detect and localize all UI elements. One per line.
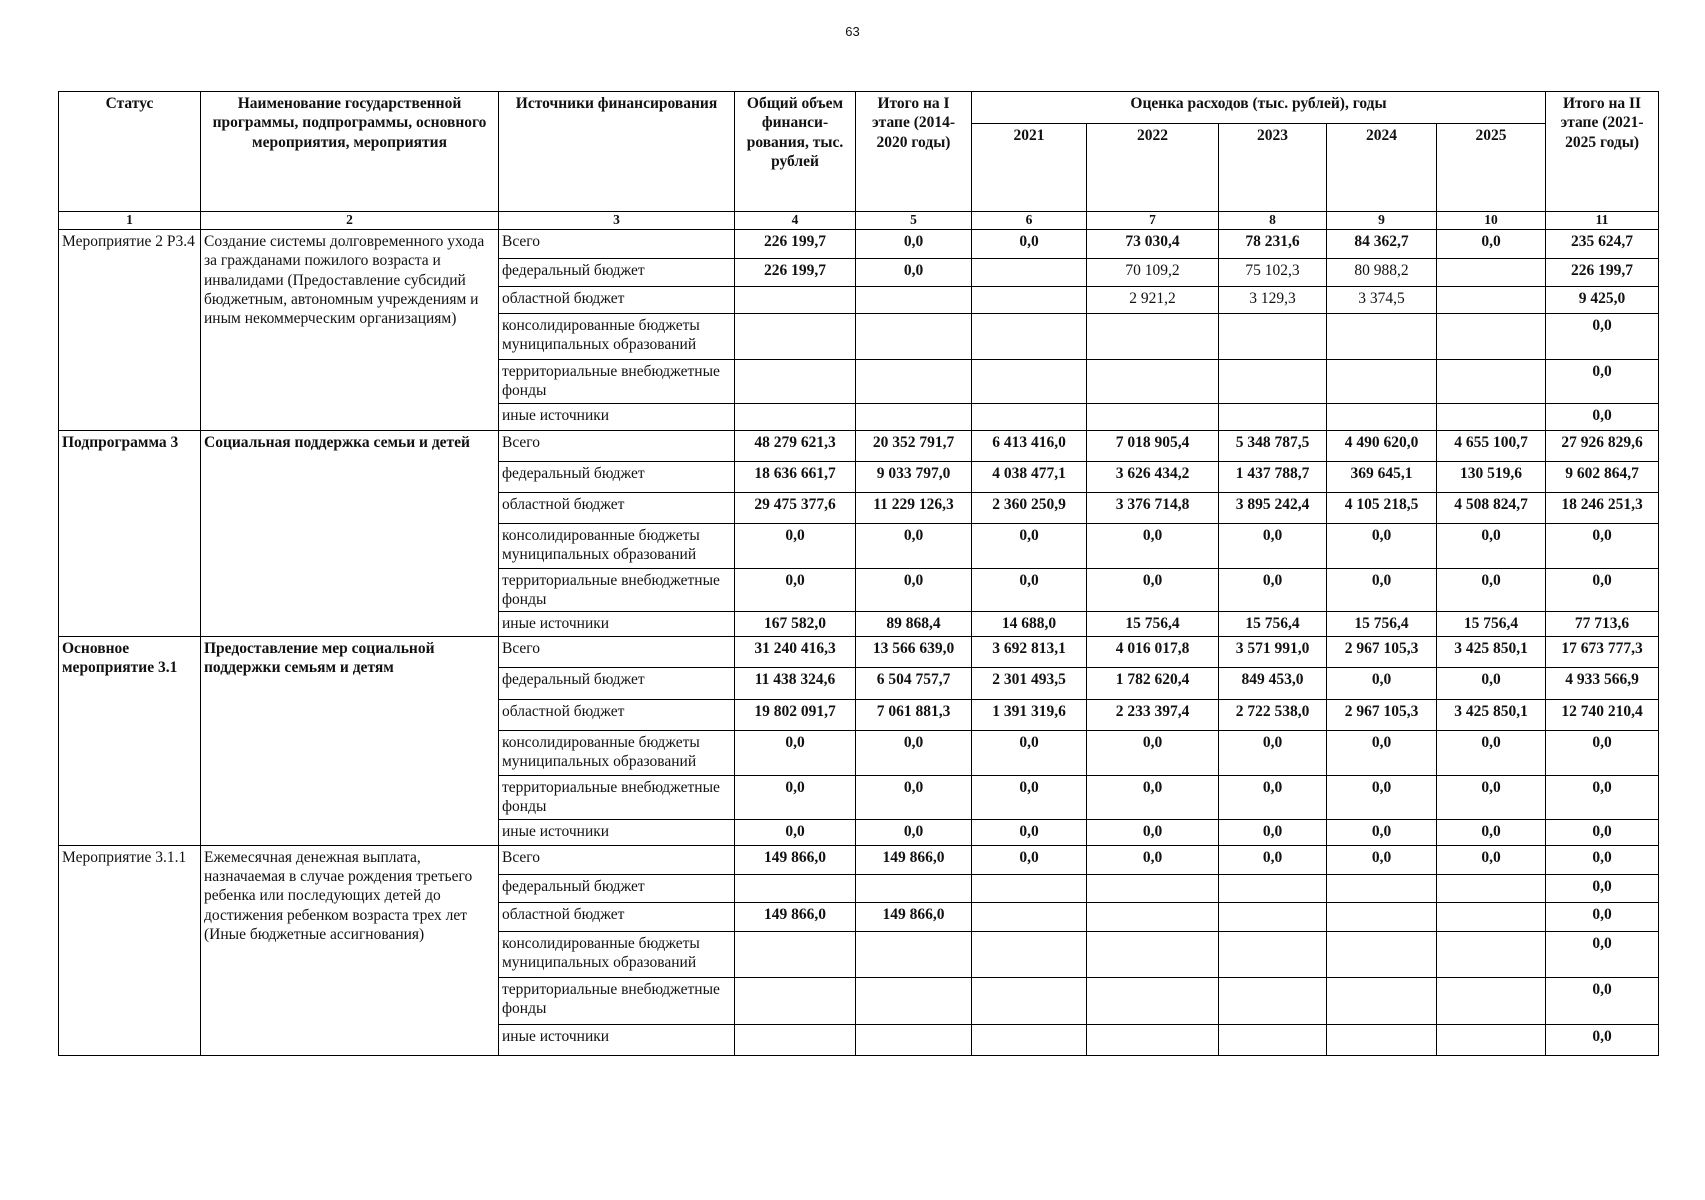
value-cell: 20 352 791,7	[856, 430, 972, 461]
value-cell: 13 566 639,0	[856, 636, 972, 667]
value-cell: 1 391 319,6	[972, 699, 1087, 730]
value-cell: 167 582,0	[735, 612, 856, 636]
value-cell: 369 645,1	[1327, 461, 1437, 492]
row-status: Мероприятие 2 Р3.4	[59, 229, 201, 430]
header-stage1: Итого на I этапе (2014-2020 годы)	[856, 92, 972, 212]
row-name: Создание системы долговременного ухода за гражданами пожилого возраста и инвалидами (Предоставление субсидий бюджетным, автономным учреждениям и иным некоммерческим организациям)	[201, 229, 499, 430]
value-cell	[1219, 359, 1327, 403]
header-name: Наименование государственной программы, подпрограммы, основного мероприятия, мероприятия	[201, 92, 499, 212]
value-cell: 0,0	[972, 845, 1087, 874]
value-cell: 0,0	[1437, 667, 1546, 699]
value-cell: 0,0	[1219, 730, 1327, 775]
value-cell	[856, 403, 972, 430]
funding-source: иные источники	[499, 819, 735, 845]
value-cell: 3 129,3	[1219, 286, 1327, 313]
value-cell: 73 030,4	[1087, 229, 1219, 258]
value-cell: 9 033 797,0	[856, 461, 972, 492]
value-cell	[1087, 874, 1219, 902]
value-cell	[1437, 286, 1546, 313]
funding-source: областной бюджет	[499, 286, 735, 313]
value-cell: 3 425 850,1	[1437, 699, 1546, 730]
value-cell: 130 519,6	[1437, 461, 1546, 492]
row-name: Социальная поддержка семьи и детей	[201, 430, 499, 636]
value-cell: 226 199,7	[1546, 258, 1659, 286]
column-number: 6	[972, 212, 1087, 230]
table-row	[59, 636, 1659, 667]
table-row	[59, 430, 1659, 461]
value-cell: 9 425,0	[1546, 286, 1659, 313]
value-cell: 0,0	[856, 523, 972, 568]
value-cell	[1327, 313, 1437, 359]
row-name: Ежемесячная денежная выплата, назначаемая в случае рождения третьего ребенка или последующих детей до достижения ребенком возраста трех лет (Иные бюджетные ассигнования)	[201, 845, 499, 1055]
funding-source: территориальные внебюджетные фонды	[499, 568, 735, 612]
value-cell: 3 374,5	[1327, 286, 1437, 313]
value-cell: 0,0	[1437, 775, 1546, 819]
header-year: 2023	[1219, 124, 1327, 212]
value-cell	[1327, 874, 1437, 902]
value-cell: 2 722 538,0	[1219, 699, 1327, 730]
value-cell: 0,0	[1437, 523, 1546, 568]
value-cell: 2 360 250,9	[972, 492, 1087, 523]
funding-source: федеральный бюджет	[499, 461, 735, 492]
row-status: Основное мероприятие 3.1	[59, 636, 201, 845]
funding-source: консолидированные бюджеты муниципальных образований	[499, 931, 735, 977]
value-cell	[1219, 313, 1327, 359]
value-cell: 0,0	[972, 229, 1087, 258]
value-cell	[972, 403, 1087, 430]
value-cell: 4 490 620,0	[1327, 430, 1437, 461]
value-cell	[1219, 977, 1327, 1024]
value-cell: 2 967 105,3	[1327, 699, 1437, 730]
value-cell: 0,0	[735, 730, 856, 775]
budget-table	[58, 91, 1659, 1056]
value-cell: 0,0	[1437, 819, 1546, 845]
value-cell: 15 756,4	[1327, 612, 1437, 636]
value-cell: 18 246 251,3	[1546, 492, 1659, 523]
value-cell: 3 571 991,0	[1219, 636, 1327, 667]
value-cell: 0,0	[1327, 523, 1437, 568]
value-cell: 84 362,7	[1327, 229, 1437, 258]
value-cell: 0,0	[1087, 568, 1219, 612]
value-cell: 0,0	[1437, 730, 1546, 775]
value-cell	[856, 931, 972, 977]
value-cell: 0,0	[972, 523, 1087, 568]
value-cell: 15 756,4	[1087, 612, 1219, 636]
value-cell	[1437, 874, 1546, 902]
value-cell	[972, 286, 1087, 313]
funding-source: территориальные внебюджетные фонды	[499, 359, 735, 403]
value-cell: 0,0	[1087, 775, 1219, 819]
header-estimate: Оценка расходов (тыс. рублей), годы	[972, 92, 1546, 124]
value-cell	[1437, 359, 1546, 403]
value-cell	[1437, 313, 1546, 359]
header-source: Источники финансирования	[499, 92, 735, 212]
value-cell	[972, 258, 1087, 286]
value-cell	[1087, 313, 1219, 359]
column-number: 3	[499, 212, 735, 230]
column-number: 8	[1219, 212, 1327, 230]
value-cell: 12 740 210,4	[1546, 699, 1659, 730]
value-cell: 0,0	[1327, 845, 1437, 874]
funding-source: Всего	[499, 845, 735, 874]
value-cell	[972, 977, 1087, 1024]
value-cell: 226 199,7	[735, 229, 856, 258]
value-cell: 0,0	[1546, 1024, 1659, 1055]
value-cell: 0,0	[1087, 523, 1219, 568]
value-cell: 0,0	[1327, 730, 1437, 775]
value-cell: 0,0	[1546, 819, 1659, 845]
value-cell	[1327, 1024, 1437, 1055]
value-cell: 31 240 416,3	[735, 636, 856, 667]
value-cell: 0,0	[1087, 730, 1219, 775]
value-cell	[1437, 403, 1546, 430]
column-number: 5	[856, 212, 972, 230]
value-cell: 0,0	[972, 730, 1087, 775]
funding-source: областной бюджет	[499, 699, 735, 730]
value-cell: 0,0	[1546, 931, 1659, 977]
funding-source: Всего	[499, 229, 735, 258]
value-cell: 0,0	[1327, 667, 1437, 699]
value-cell	[1087, 931, 1219, 977]
value-cell: 89 868,4	[856, 612, 972, 636]
value-cell	[972, 931, 1087, 977]
value-cell: 0,0	[735, 568, 856, 612]
funding-source: областной бюджет	[499, 492, 735, 523]
column-number: 1	[59, 212, 201, 230]
value-cell: 0,0	[856, 229, 972, 258]
value-cell	[1327, 902, 1437, 931]
value-cell	[856, 977, 972, 1024]
row-status: Подпрограмма 3	[59, 430, 201, 636]
column-number: 2	[201, 212, 499, 230]
value-cell: 9 602 864,7	[1546, 461, 1659, 492]
value-cell: 2 921,2	[1087, 286, 1219, 313]
value-cell: 2 967 105,3	[1327, 636, 1437, 667]
value-cell: 3 425 850,1	[1437, 636, 1546, 667]
value-cell	[1327, 403, 1437, 430]
value-cell: 3 376 714,8	[1087, 492, 1219, 523]
value-cell	[856, 286, 972, 313]
value-cell: 4 933 566,9	[1546, 667, 1659, 699]
value-cell: 4 105 218,5	[1327, 492, 1437, 523]
value-cell: 0,0	[1219, 845, 1327, 874]
value-cell: 235 624,7	[1546, 229, 1659, 258]
value-cell: 0,0	[1327, 775, 1437, 819]
value-cell: 0,0	[1219, 523, 1327, 568]
value-cell	[1437, 931, 1546, 977]
value-cell: 2 301 493,5	[972, 667, 1087, 699]
value-cell: 0,0	[1546, 902, 1659, 931]
value-cell: 149 866,0	[856, 845, 972, 874]
value-cell: 849 453,0	[1219, 667, 1327, 699]
value-cell: 0,0	[735, 819, 856, 845]
value-cell: 0,0	[1327, 568, 1437, 612]
value-cell: 5 348 787,5	[1219, 430, 1327, 461]
header-stage2: Итого на II этапе (2021-2025 годы)	[1546, 92, 1659, 212]
value-cell: 6 413 416,0	[972, 430, 1087, 461]
column-number: 7	[1087, 212, 1219, 230]
value-cell: 0,0	[1546, 313, 1659, 359]
value-cell: 2 233 397,4	[1087, 699, 1219, 730]
value-cell	[1327, 359, 1437, 403]
funding-source: Всего	[499, 636, 735, 667]
funding-source: федеральный бюджет	[499, 874, 735, 902]
funding-source: Всего	[499, 430, 735, 461]
column-number: 4	[735, 212, 856, 230]
column-number: 9	[1327, 212, 1437, 230]
value-cell	[1087, 902, 1219, 931]
value-cell: 77 713,6	[1546, 612, 1659, 636]
value-cell: 0,0	[856, 819, 972, 845]
value-cell	[735, 931, 856, 977]
page-number: 63	[845, 24, 860, 39]
value-cell: 0,0	[856, 775, 972, 819]
value-cell: 0,0	[1546, 775, 1659, 819]
value-cell: 0,0	[972, 819, 1087, 845]
value-cell	[856, 874, 972, 902]
value-cell: 0,0	[1546, 730, 1659, 775]
value-cell: 226 199,7	[735, 258, 856, 286]
column-number: 10	[1437, 212, 1546, 230]
value-cell	[735, 1024, 856, 1055]
funding-source: иные источники	[499, 403, 735, 430]
value-cell	[1087, 403, 1219, 430]
value-cell	[1327, 931, 1437, 977]
value-cell	[1437, 1024, 1546, 1055]
value-cell: 14 688,0	[972, 612, 1087, 636]
value-cell: 0,0	[856, 730, 972, 775]
value-cell: 29 475 377,6	[735, 492, 856, 523]
value-cell: 0,0	[1437, 845, 1546, 874]
header-year: 2022	[1087, 124, 1219, 212]
value-cell	[972, 313, 1087, 359]
value-cell: 3 692 813,1	[972, 636, 1087, 667]
value-cell: 0,0	[1546, 359, 1659, 403]
value-cell: 70 109,2	[1087, 258, 1219, 286]
value-cell	[735, 313, 856, 359]
value-cell	[972, 1024, 1087, 1055]
value-cell: 4 038 477,1	[972, 461, 1087, 492]
value-cell: 0,0	[972, 775, 1087, 819]
value-cell	[1437, 258, 1546, 286]
value-cell: 80 988,2	[1327, 258, 1437, 286]
value-cell	[1087, 977, 1219, 1024]
value-cell: 15 756,4	[1219, 612, 1327, 636]
value-cell	[856, 313, 972, 359]
column-number: 11	[1546, 212, 1659, 230]
funding-source: иные источники	[499, 612, 735, 636]
row-status: Мероприятие 3.1.1	[59, 845, 201, 1055]
value-cell	[735, 874, 856, 902]
value-cell	[1219, 931, 1327, 977]
value-cell: 3 626 434,2	[1087, 461, 1219, 492]
value-cell: 78 231,6	[1219, 229, 1327, 258]
value-cell: 0,0	[1546, 403, 1659, 430]
value-cell: 0,0	[1219, 775, 1327, 819]
value-cell	[1087, 359, 1219, 403]
value-cell: 0,0	[1219, 568, 1327, 612]
value-cell	[1087, 1024, 1219, 1055]
value-cell: 17 673 777,3	[1546, 636, 1659, 667]
funding-source: территориальные внебюджетные фонды	[499, 977, 735, 1024]
value-cell: 7 061 881,3	[856, 699, 972, 730]
value-cell: 149 866,0	[735, 845, 856, 874]
value-cell	[1219, 1024, 1327, 1055]
value-cell: 4 508 824,7	[1437, 492, 1546, 523]
value-cell: 18 636 661,7	[735, 461, 856, 492]
value-cell: 1 782 620,4	[1087, 667, 1219, 699]
funding-source: консолидированные бюджеты муниципальных образований	[499, 730, 735, 775]
value-cell: 11 229 126,3	[856, 492, 972, 523]
header-year: 2024	[1327, 124, 1437, 212]
value-cell	[972, 359, 1087, 403]
value-cell: 0,0	[1327, 819, 1437, 845]
funding-source: иные источники	[499, 1024, 735, 1055]
value-cell	[972, 902, 1087, 931]
value-cell: 0,0	[735, 775, 856, 819]
table-row	[59, 845, 1659, 874]
value-cell	[972, 874, 1087, 902]
value-cell: 0,0	[1546, 568, 1659, 612]
value-cell	[1437, 977, 1546, 1024]
value-cell: 19 802 091,7	[735, 699, 856, 730]
value-cell	[1219, 902, 1327, 931]
value-cell	[735, 977, 856, 1024]
funding-source: областной бюджет	[499, 902, 735, 931]
row-name: Предоставление мер социальной поддержки семьям и детям	[201, 636, 499, 845]
value-cell: 0,0	[972, 568, 1087, 612]
value-cell	[1219, 874, 1327, 902]
value-cell	[1327, 977, 1437, 1024]
value-cell: 0,0	[1546, 845, 1659, 874]
header-year: 2021	[972, 124, 1087, 212]
value-cell: 0,0	[1546, 977, 1659, 1024]
value-cell: 1 437 788,7	[1219, 461, 1327, 492]
value-cell: 4 655 100,7	[1437, 430, 1546, 461]
funding-source: территориальные внебюджетные фонды	[499, 775, 735, 819]
value-cell: 0,0	[1546, 523, 1659, 568]
value-cell: 27 926 829,6	[1546, 430, 1659, 461]
value-cell	[856, 1024, 972, 1055]
value-cell	[735, 403, 856, 430]
value-cell	[856, 359, 972, 403]
funding-source: консолидированные бюджеты муниципальных образований	[499, 523, 735, 568]
funding-source: федеральный бюджет	[499, 258, 735, 286]
value-cell: 0,0	[1437, 568, 1546, 612]
header-status: Статус	[59, 92, 201, 212]
value-cell: 6 504 757,7	[856, 667, 972, 699]
value-cell: 11 438 324,6	[735, 667, 856, 699]
value-cell: 0,0	[1087, 819, 1219, 845]
budget-table-body	[59, 229, 1659, 1055]
value-cell: 149 866,0	[856, 902, 972, 931]
value-cell: 0,0	[1087, 845, 1219, 874]
value-cell: 0,0	[1219, 819, 1327, 845]
value-cell	[735, 286, 856, 313]
value-cell: 0,0	[1546, 874, 1659, 902]
value-cell	[735, 359, 856, 403]
value-cell: 7 018 905,4	[1087, 430, 1219, 461]
value-cell: 0,0	[735, 523, 856, 568]
funding-source: федеральный бюджет	[499, 667, 735, 699]
value-cell: 48 279 621,3	[735, 430, 856, 461]
value-cell: 0,0	[856, 568, 972, 612]
value-cell	[1219, 403, 1327, 430]
value-cell: 4 016 017,8	[1087, 636, 1219, 667]
value-cell: 15 756,4	[1437, 612, 1546, 636]
value-cell: 149 866,0	[735, 902, 856, 931]
value-cell: 3 895 242,4	[1219, 492, 1327, 523]
funding-source: консолидированные бюджеты муниципальных образований	[499, 313, 735, 359]
header-total: Общий объем финанси-рования, тыс. рублей	[735, 92, 856, 212]
header-year: 2025	[1437, 124, 1546, 212]
value-cell: 75 102,3	[1219, 258, 1327, 286]
value-cell: 0,0	[1437, 229, 1546, 258]
table-row	[59, 229, 1659, 258]
value-cell	[1437, 902, 1546, 931]
value-cell: 0,0	[856, 258, 972, 286]
